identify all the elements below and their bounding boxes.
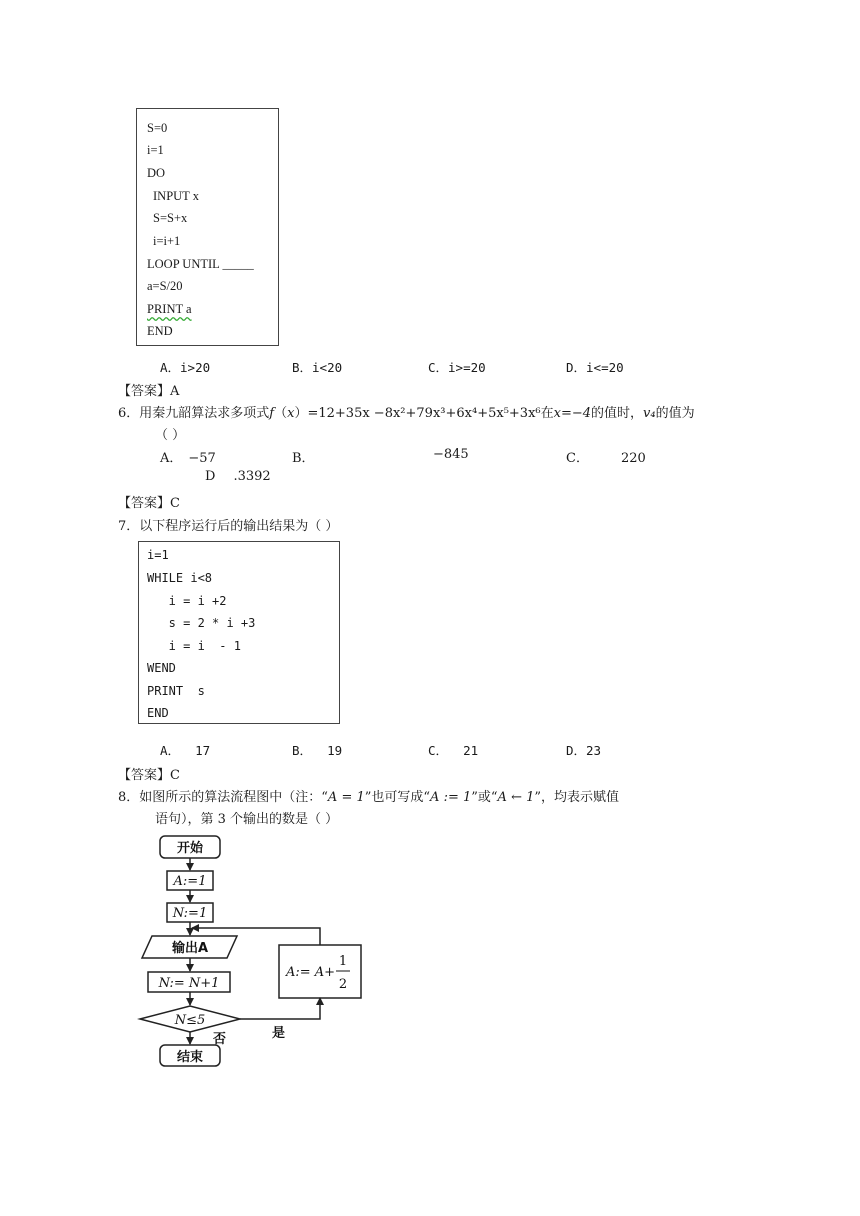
q8-line1-d: ”，均表示赋值 xyxy=(534,790,620,805)
q7-question: 7．以下程序运行后的输出结果为（ ） xyxy=(118,519,339,534)
q6-option-a-value: −57 xyxy=(188,451,216,466)
q6-option-c-label: C． xyxy=(566,451,589,466)
q5-code-line: a=S/20 xyxy=(147,279,183,293)
flow-cond-label: N≤5 xyxy=(174,1013,206,1028)
q6-option-d-label: D xyxy=(205,469,216,484)
q7-code-line: i=1 xyxy=(147,548,169,562)
q5-answer: 【答案】A xyxy=(118,384,180,399)
flow-n-init-label: N:=1 xyxy=(172,906,208,921)
flow-n-inc-label: N:= N+1 xyxy=(158,976,220,991)
q5-code-line: LOOP UNTIL _____ xyxy=(147,257,254,271)
q7-code-line: WHILE i<8 xyxy=(147,571,213,585)
q5-code-line: INPUT x xyxy=(153,189,199,203)
q5-option-a: A．i>20 xyxy=(160,360,211,375)
q8-eq2: A := 1 xyxy=(430,790,472,805)
q7-code-line: s = 2 * i +3 xyxy=(147,616,256,630)
q6-suffix: 的值时， xyxy=(591,406,644,421)
q6-rp: ） xyxy=(294,406,308,421)
q5-option-d: D．i<=20 xyxy=(566,360,624,375)
q6-option-d-value: .3392 xyxy=(233,469,271,484)
q7-option-c: C． 21 xyxy=(428,743,479,758)
flow-update-den: 2 xyxy=(338,977,348,992)
q8-line1-c: ”或“ xyxy=(471,790,498,805)
q8-eq1: A = 1 xyxy=(327,790,365,805)
q8-question-line2: 语句），第 3 个输出的数是（ ） xyxy=(155,812,339,827)
q7-code-line: PRINT s xyxy=(147,684,205,698)
flow-yes-label: 是 xyxy=(272,1026,286,1041)
q7-code-line: END xyxy=(147,706,169,720)
q6-mid: 在 xyxy=(540,406,554,421)
q7-code-line: i = i +2 xyxy=(147,594,227,608)
q6-option-d xyxy=(205,469,271,484)
q6-option-b-label: B． xyxy=(292,451,315,466)
q7-code-line: WEND xyxy=(147,661,176,675)
q7-option-d: D．23 xyxy=(566,743,602,758)
flow-end-label: 结束 xyxy=(176,1050,204,1065)
q5-code-line: END xyxy=(147,324,173,338)
q6-prefix: 6．用秦九韶算法求多项式 xyxy=(118,406,270,421)
flow-output-label: 输出A xyxy=(171,941,209,956)
q7-code-line: i = i - 1 xyxy=(147,639,241,653)
q6-x: x xyxy=(287,406,295,421)
flow-update-prefix: A:= A+ xyxy=(286,965,336,980)
q5-code-line: i=1 xyxy=(147,143,164,157)
q5-option-b: B．i<20 xyxy=(292,360,343,375)
q7-option-b: B． 19 xyxy=(292,743,343,758)
q7-answer: 【答案】C xyxy=(118,768,180,783)
flow-start-label: 开始 xyxy=(176,841,204,856)
q6-question xyxy=(118,402,695,421)
q6-option-c xyxy=(566,447,646,466)
q5-code-line: DO xyxy=(147,166,166,180)
q5-code-line: i=i+1 xyxy=(153,234,181,248)
q6-cond: x=−4 xyxy=(553,406,592,421)
q6-paren: （ ） xyxy=(155,428,186,443)
q7-code-box xyxy=(138,541,340,724)
q6-option-a xyxy=(160,447,216,466)
q6-option-b-value: −845 xyxy=(433,447,469,462)
q5-option-c: C．i>=20 xyxy=(428,360,486,375)
q8-line1-b: ”也可写成“ xyxy=(364,790,431,805)
q6-lp: （ xyxy=(274,406,288,421)
q6-v4: v₄ xyxy=(643,406,656,421)
q5-code-line: S=0 xyxy=(147,121,168,135)
q8-question-line1 xyxy=(118,786,619,805)
flow-no-label: 否 xyxy=(213,1032,227,1047)
q6-polynomial: =12+35x −8x²+79x³+6x⁴+5x⁵+3x⁶ xyxy=(307,406,541,421)
q8-line1-a: 8．如图所示的算法流程图中（注：“ xyxy=(118,790,328,805)
q5-code-box xyxy=(136,108,279,346)
q8-eq3: A ← 1 xyxy=(497,790,535,805)
q6-option-a-label: A． xyxy=(160,451,183,466)
q8-flowchart xyxy=(130,830,380,1075)
q6-suffix2: 的值为 xyxy=(655,406,695,421)
q5-code-line: PRINT a xyxy=(147,302,192,316)
q5-code-line: S=S+x xyxy=(153,211,188,225)
q6-f: f xyxy=(269,406,275,421)
flow-update-num: 1 xyxy=(338,954,348,969)
q6-answer: 【答案】C xyxy=(118,496,180,511)
q7-option-a: A． 17 xyxy=(160,743,211,758)
q6-option-c-value: 220 xyxy=(620,451,646,466)
flow-a-init-label: A:=1 xyxy=(173,874,207,889)
